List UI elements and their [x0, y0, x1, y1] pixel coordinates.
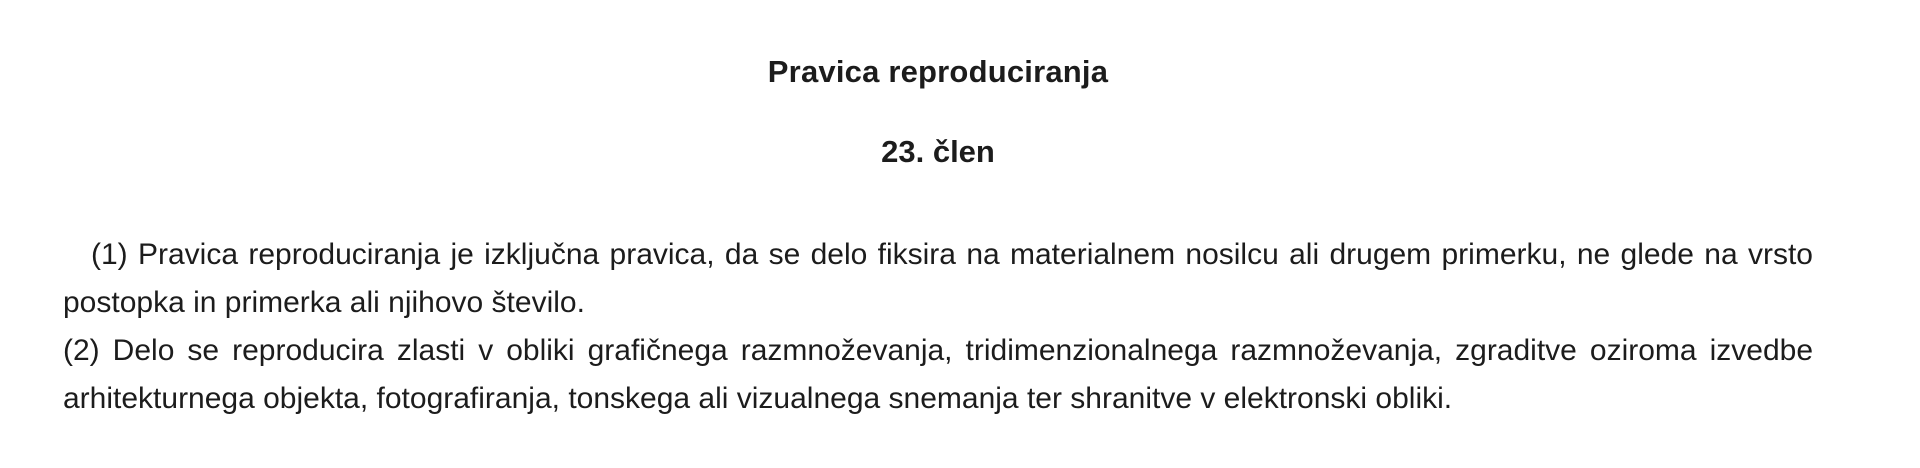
article-body — [63, 231, 1813, 423]
paragraph-1 — [63, 231, 1813, 327]
paragraph-1-line-2: postopka in primerka ali njihovo število. — [63, 286, 585, 319]
paragraph-2 — [63, 327, 1813, 423]
paragraph-2-line-1: (2) Delo se reproducira zlasti v obliki grafičnega razmnoževanja, tridimenzionalnega razmnoževanja, zgraditve oziroma izvedbe — [63, 334, 1813, 367]
paragraph-1-line-1: (1) Pravica reproduciranja je izključna pravica, da se delo fiksira na materialnem nosilcu ali drugem primerku, ne glede na vrsto — [91, 238, 1813, 271]
article-heading: 23. člen — [881, 134, 995, 169]
paragraph-2-line-2: arhitekturnega objekta, fotografiranja, tonskega ali vizualnega snemanja ter shranitve v elektronski obliki. — [63, 382, 1453, 415]
document-title: Pravica reproduciranja — [767, 54, 1109, 89]
